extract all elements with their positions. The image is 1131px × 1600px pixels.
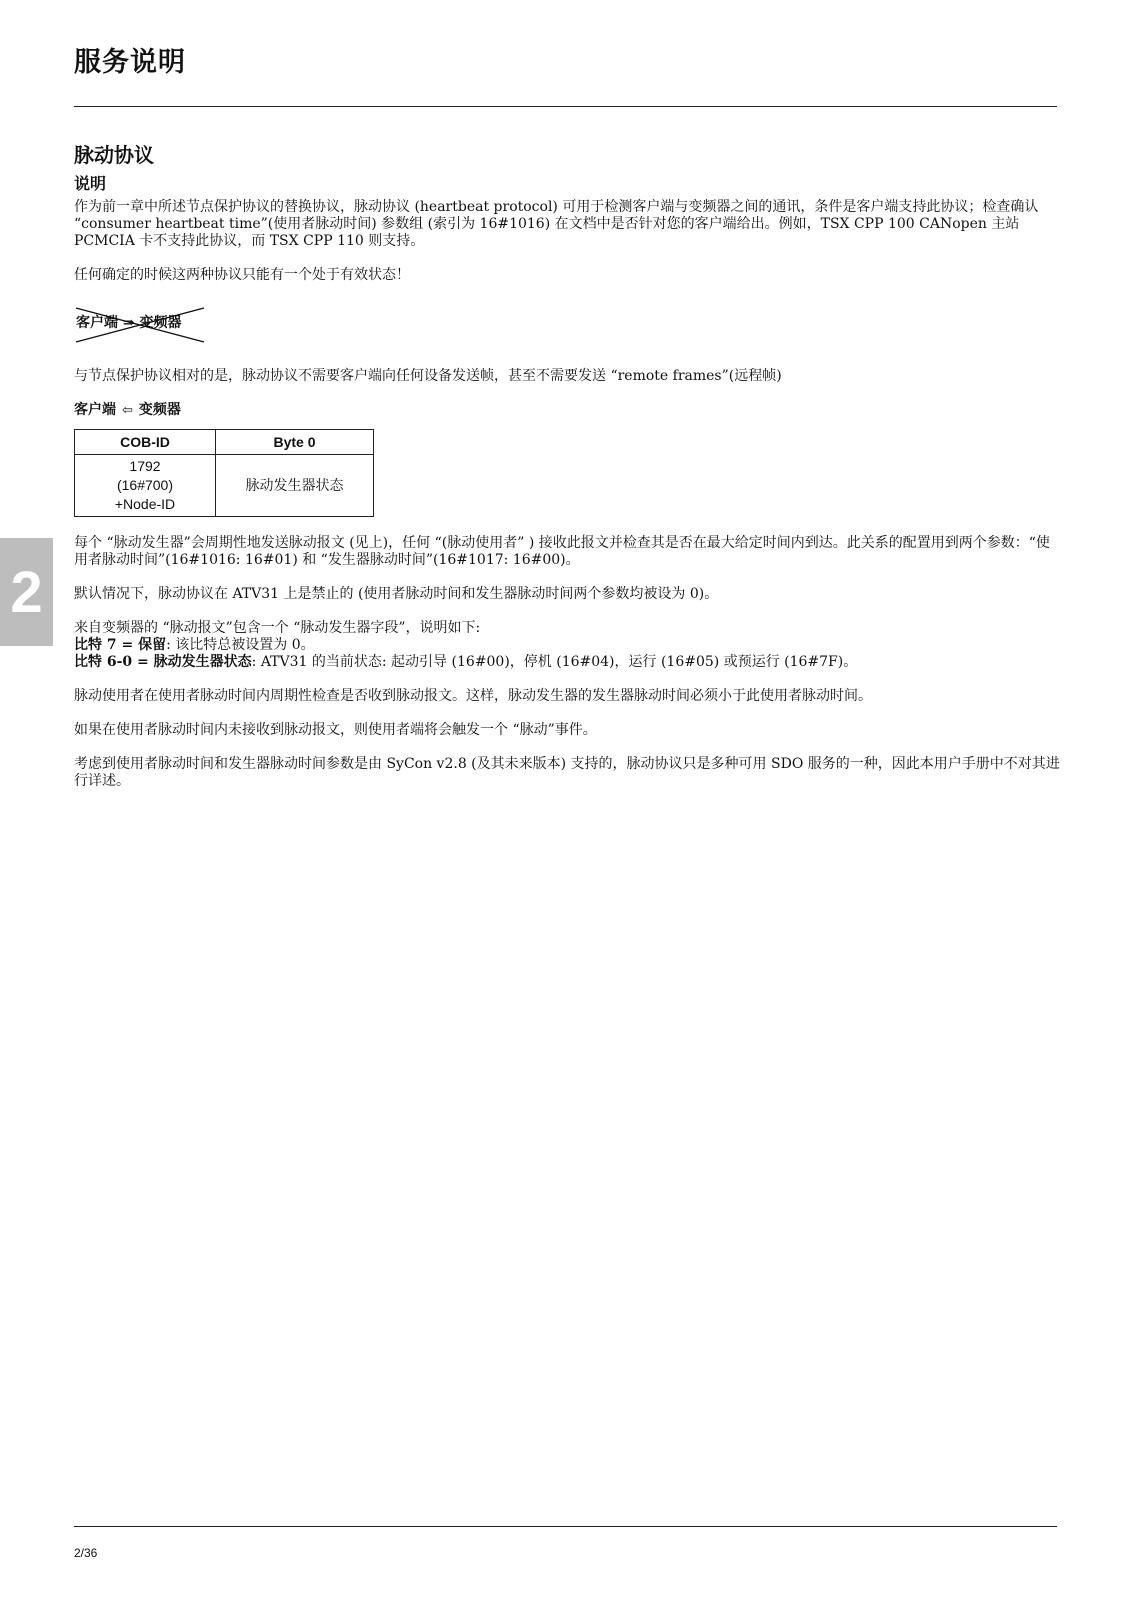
heartbeat-frame-table bbox=[74, 429, 374, 517]
no-remote-frames-paragraph: 与节点保护协议相对的是，脉动协议不需要客户端向任何设备发送帧，甚至不需要发送 “remote frames”(远程帧) bbox=[74, 368, 782, 384]
drive-label: 变频器 bbox=[138, 402, 181, 418]
byte0-cell: 脉动发生器状态 bbox=[216, 455, 374, 517]
cob-id-line: +Node-ID bbox=[114, 496, 176, 512]
bit7-label: 比特 7 = 保留 bbox=[74, 637, 167, 653]
table-header-byte0: Byte 0 bbox=[216, 430, 374, 455]
main-content bbox=[74, 143, 1060, 807]
cob-id-cell bbox=[75, 455, 216, 517]
sycon-paragraph: 考虑到使用者脉动时间和发生器脉动时间参数是由 SyCon v2.8 (及其未来版本) 支持的，脉动协议只是多种可用 SDO 服务的一种，因此本用户手册中不对其进行详述。 bbox=[74, 756, 1060, 789]
intro-paragraph: 作为前一章中所述节点保护协议的替换协议，脉动协议 (heartbeat protocol) 可用于检测客户端与变频器之间的通讯，条件是客户端支持此协议；检查确认 “consumer heartbeat time”(使用者脉动时间) 参数组 (索引为 16#1016) 在文档中是否针对您的客户端给出。例如，TSX CPP 100 CANopen 主站 PCMCIA 卡不支持此协议，而 TSX CPP 110 则支持。 bbox=[74, 199, 1039, 249]
chapter-tab: 2 bbox=[0, 538, 53, 646]
bit7-text: : 该比特总被设置为 0。 bbox=[166, 637, 315, 653]
bit7-line bbox=[74, 637, 1060, 654]
default-paragraph: 默认情况下，脉动协议在 ATV31 上是禁止的 (使用者脉动时间和发生器脉动时间两个参数均被设为 0)。 bbox=[74, 586, 719, 602]
table-row bbox=[75, 455, 374, 517]
bit60-line bbox=[74, 654, 1060, 671]
producer-paragraph: 每个 “脉动发生器”会周期性地发送脉动报文 (见上)，任何 “(脉动使用者” ) 接收此报文并检查其是否在最大给定时间内到达。此关系的配置用到两个参数：“使用者脉动时间”(16#1016: 16#01) 和 “发生器脉动时间”(16#1017: 16#00)。 bbox=[74, 535, 1050, 568]
cob-id-line: 1792 bbox=[129, 458, 161, 474]
bit60-text: : ATV31 的当前状态: 起动引导 (16#00)，停机 (16#04)，运行 (16#05) 或预运行 (16#7F)。 bbox=[251, 654, 858, 670]
bit60-label: 比特 6-0 = 脉动发生器状态 bbox=[74, 654, 252, 670]
page-number: 2/36 bbox=[74, 1546, 98, 1560]
header-rule bbox=[74, 106, 1057, 107]
table-header-cob-id: COB-ID bbox=[75, 430, 216, 455]
footer-rule bbox=[74, 1526, 1057, 1527]
cob-id-line: (16#700) bbox=[116, 477, 174, 493]
subsection-title: 说明 bbox=[74, 174, 107, 193]
event-paragraph: 如果在使用者脉动时间内未接收到脉动报文，则使用者端将会触发一个 “脉动”事件。 bbox=[74, 722, 597, 738]
direction-label bbox=[74, 402, 1060, 419]
check-paragraph: 脉动使用者在使用者脉动时间内周期性检查是否收到脉动报文。这样，脉动发生器的发生器脉动时间必须小于此使用者脉动时间。 bbox=[74, 688, 872, 704]
message-paragraph: 来自变频器的 “脉动报文”包含一个 “脉动发生器字段”，说明如下: bbox=[74, 620, 481, 636]
client-label: 客户端 bbox=[74, 402, 116, 418]
page-header-title: 服务说明 bbox=[74, 47, 186, 78]
section-title: 脉动协议 bbox=[74, 143, 154, 167]
table-header-row bbox=[75, 430, 374, 455]
crossed-out-direction bbox=[74, 305, 206, 345]
crossed-direction-label: 客户端 ⇒ 变频器 bbox=[76, 315, 182, 331]
left-arrow-icon: ⇦ bbox=[122, 403, 133, 418]
only-one-active-note: 任何确定的时候这两种协议只能有一个处于有效状态！ bbox=[74, 267, 410, 283]
cross-out-lines bbox=[74, 305, 206, 345]
